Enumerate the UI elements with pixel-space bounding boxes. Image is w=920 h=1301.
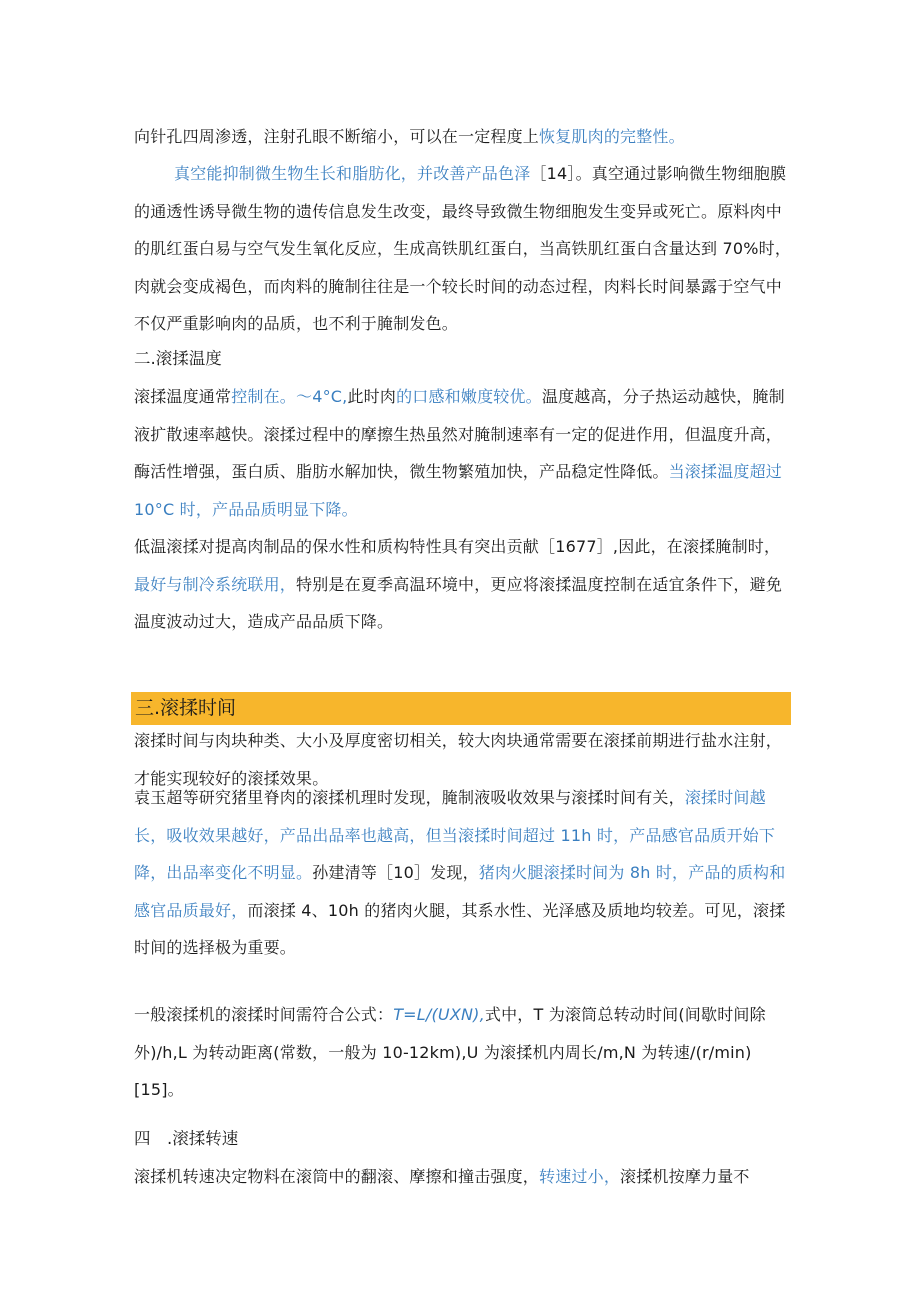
highlighted-text: 猪肉火腿滚揉时间为 8h 时，产品的质构和感官品质最好， [134,863,786,920]
text-run: 孙建清等［10］发现， [312,863,479,882]
highlighted-text: 的口感和嫩度较优。 [396,387,542,406]
text-run: 温度越高，分子热运动越快，腌制液扩散速率越快。滚揉过程中的摩擦生热虽然对腌制速率有一定的促进作用，但温度升高，酶活性增强，蛋白质、脂肪水解加快，微生物繁殖加快，产品稳定性降低。 [134,387,785,481]
text-run: 滚揉时间与肉块种类、大小及厚度密切相关，较大肉块通常需要在滚揉前期进行盐水注射，才能实现较好的滚揉效果。 [134,731,783,788]
text-run: 低温滚揉对提高肉制品的保水性和质构特性具有突出贡献［1677］,因此，在滚揉腌制时， [134,537,781,556]
paragraph-vacuum [134,155,794,343]
text-run: 一般滚揉机的滚揉时间需符合公式： [134,1005,394,1024]
section-heading-time-bar [131,692,791,725]
text-run: 特别是在夏季高温环境中，更应将滚揉温度控制在适宜条件下，避免温度波动过大，造成产品品质下降。 [134,574,783,631]
paragraph-formula [134,996,794,1109]
text-run: 袁玉超等研究猪里脊肉的滚揉机理时发现，腌制液吸收效果与滚揉时间有关， [134,788,685,807]
paragraph-low-temp-tumbling [134,528,794,641]
text-run: 向针孔四周渗透，注射孔眼不断缩小，可以在一定程度上 [134,127,540,146]
section-heading-speed: 四 .滚揉转速 [134,1129,239,1148]
text-run: ［14］。真空通过影响微生物细胞膜的通透性诱导微生物的遗传信息发生改变，最终导致微生物细胞发生变异或死亡。原料肉中的肌红蛋白易与空气发生氧化反应，生成高铁肌红蛋白，当高铁肌红蛋白含量达到 70%时，肉就会变成褐色，而肉料的腌制往往是一个较长时间的动态过程，肉料长时间暴露于空气中不仅严重影响肉的品质，也不利于腌制发色。 [134,164,792,333]
text-run: 而滚揉 4、10h 的猪肉火腿，其系水性、光泽感及质地均较差。可见，滚揉时间的选择极为重要。 [134,900,786,957]
highlighted-text: 控制在。〜4°C, [231,387,348,406]
text-run: 滚揉机转速决定物料在滚筒中的翻滚、摩擦和撞击强度， [134,1167,540,1186]
section-heading-time: 三.滚揉时间 [135,697,237,719]
text-run: 此时肉 [347,387,397,406]
text-run: 式中，T 为滚筒总转动时间(间歇时间除外)/h,L 为转动距离(常数，一般为 10-12km),U 为滚揉机内周长/m,N 为转速/(r/min)[15]。 [134,1005,766,1099]
highlighted-text: 最好与制冷系统联用， [134,574,297,594]
paragraph-research-findings [134,779,794,967]
text-run: 滚揉温度通常 [134,387,232,406]
highlighted-text: 转速过小， [539,1167,621,1186]
paragraph-needle-hole [134,118,794,156]
paragraph-tumbling-speed [134,1158,794,1196]
paragraph-tumbling-temperature [134,378,794,528]
text-run: 滚揉机按摩力量不 [620,1167,750,1186]
formula-text: T=L/(UXN), [393,1005,485,1024]
section-heading-temperature: 二.滚揉温度 [134,349,222,368]
highlighted-text: 当滚揉温度超过 10°C 时，产品品质明显下降。 [134,462,783,519]
highlighted-text: 滚揉时间越长，吸收效果越好，产品出品率也越高，但当滚揉时间超过 11h 时，产品感官品质开始下降，出品率变化不明显。 [134,788,776,882]
highlighted-text: 恢复肌肉的完整性。 [539,127,685,146]
highlighted-text: 真空能抑制微生物生长和脂肪化，并改善产品色泽 [174,164,531,183]
